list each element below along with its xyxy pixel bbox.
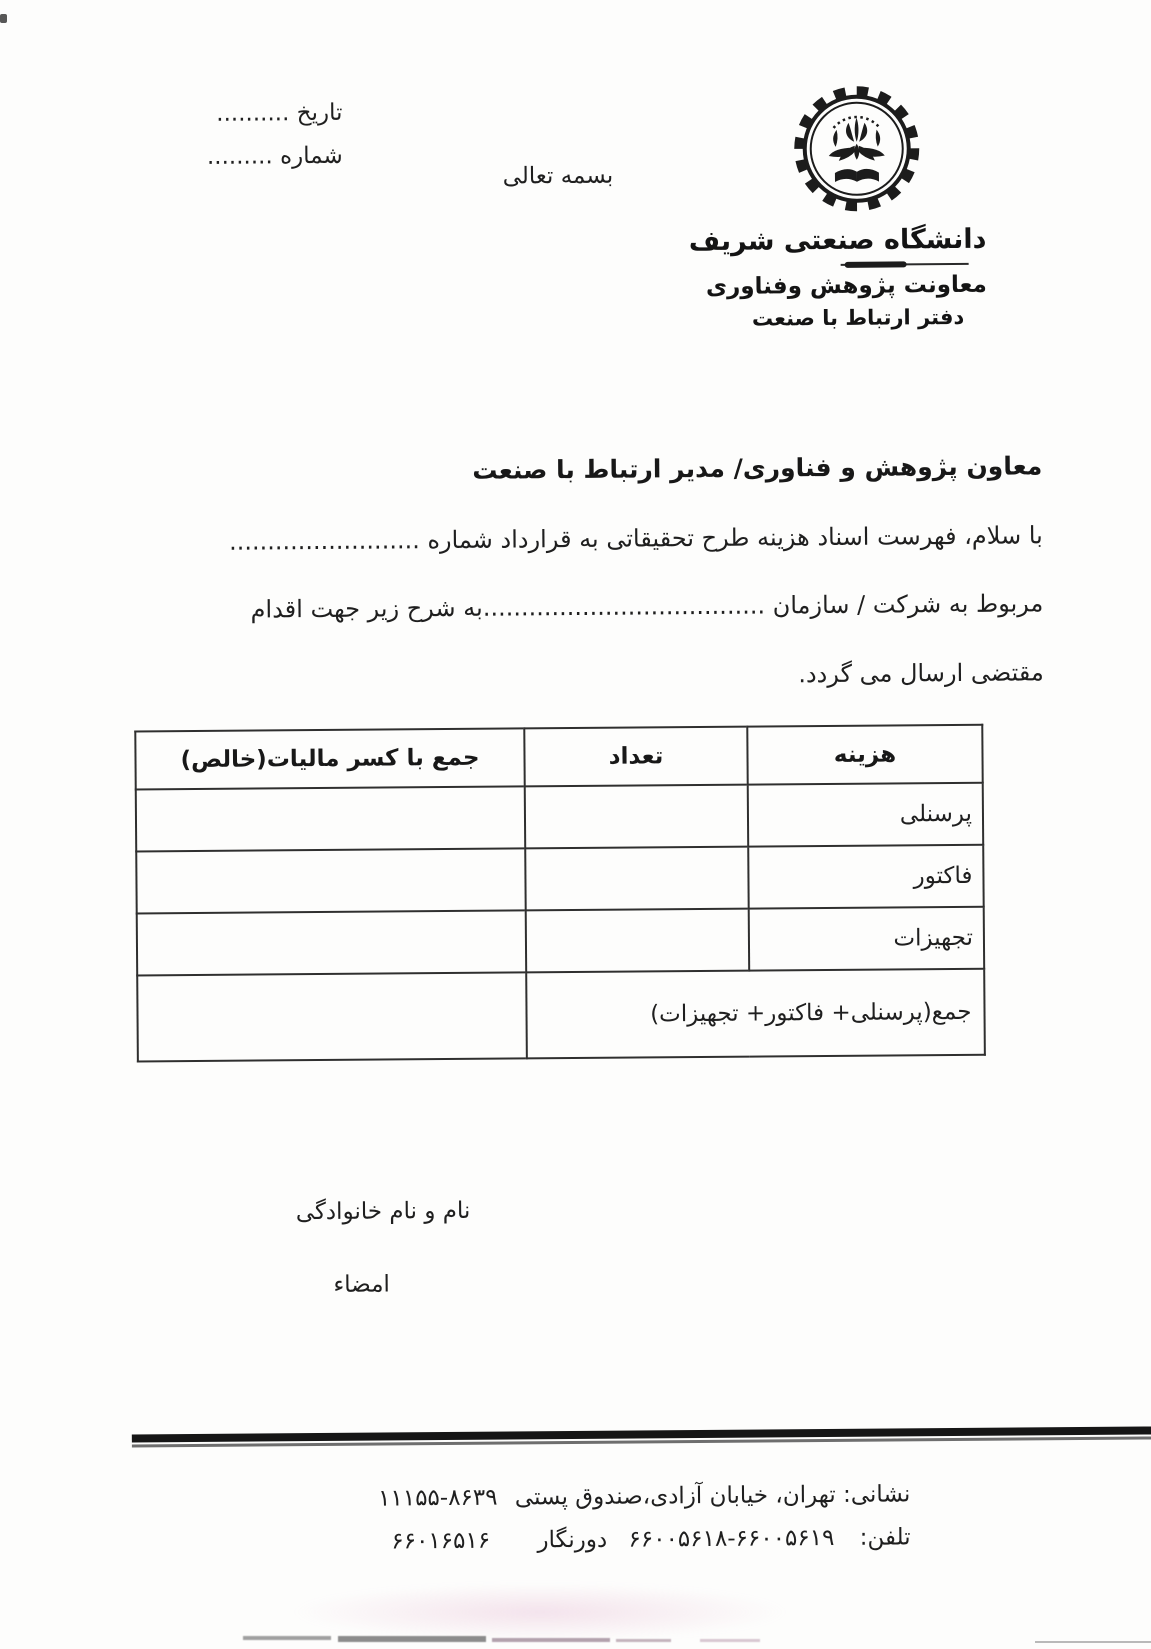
table-total-row bbox=[137, 969, 985, 1062]
col-header-expense: هزینه bbox=[747, 725, 982, 785]
invoice-net-cell-empty bbox=[136, 848, 525, 913]
table-row-personnel bbox=[136, 783, 983, 852]
phone-label: تلفن: bbox=[860, 1524, 911, 1550]
vice-presidency-name: معاونت پژوهش وفناوری bbox=[729, 272, 987, 300]
phone-line bbox=[391, 1524, 911, 1554]
cost-table bbox=[134, 724, 986, 1063]
date-line: تاریخ .......... bbox=[144, 92, 342, 137]
scan-artifact-mark bbox=[1035, 1641, 1151, 1643]
phone-numbers: ۶۶۰۰۵۶۱۸-۶۶۰۰۵۶۱۹ bbox=[628, 1525, 834, 1553]
body-line-1: با سلام، فهرست اسناد هزینه طرح تحقیقاتی به قرارداد شماره ......................... bbox=[229, 521, 1043, 555]
address-line bbox=[378, 1481, 910, 1511]
recipient-line: معاون پژوهش و فناوری/ مدیر ارتباط با صنعت bbox=[472, 451, 1042, 484]
fax-label: دورنگار bbox=[537, 1527, 607, 1554]
office-name: دفتر ارتباط با صنعت bbox=[729, 305, 987, 331]
postal-code: ۱۱۱۵۵-۸۶۳۹ bbox=[378, 1485, 498, 1512]
signature-label: امضاء bbox=[312, 1271, 412, 1298]
total-net-cell-empty bbox=[137, 972, 527, 1061]
sharif-gear-emblem-icon bbox=[789, 81, 924, 216]
row-label-personnel: پرسنلی bbox=[748, 783, 983, 847]
invoice-quantity-cell-empty bbox=[525, 847, 748, 911]
scan-artifact-smudge bbox=[290, 1583, 790, 1641]
number-line: شماره ......... bbox=[145, 135, 343, 180]
scan-artifact-mark bbox=[243, 1636, 331, 1640]
personnel-net-cell-empty bbox=[136, 786, 525, 851]
table-row-equipment bbox=[137, 907, 984, 976]
scan-artifact-mark bbox=[700, 1639, 760, 1642]
scan-artifact-corner bbox=[0, 14, 7, 23]
letterhead bbox=[727, 81, 987, 331]
university-name: دانشگاه صنعتی شریف bbox=[728, 224, 986, 257]
body-line-3: مقتضی ارسال می گردد. bbox=[798, 658, 1044, 688]
personnel-quantity-cell-empty bbox=[525, 785, 748, 849]
equipment-net-cell-empty bbox=[137, 910, 526, 975]
address-text: نشانی: تهران، خیابان آزادی،صندوق پستی bbox=[515, 1481, 911, 1510]
date-number-block bbox=[144, 92, 343, 180]
row-label-equipment: تجهیزات bbox=[749, 907, 984, 971]
letterhead-divider bbox=[729, 261, 987, 270]
scan-artifact-mark bbox=[492, 1638, 610, 1642]
row-label-invoice: فاکتور bbox=[748, 845, 983, 909]
total-row-label: جمع(پرسنلی+ فاکتور+ تجهیزات) bbox=[526, 969, 985, 1059]
fax-number: ۶۶۰۱۶۵۱۶ bbox=[391, 1528, 490, 1555]
university-logo bbox=[789, 81, 924, 216]
col-header-net-total: جمع با کسر مالیات(خالص) bbox=[135, 728, 524, 789]
besmellah-text: بسمه تعالی bbox=[483, 163, 633, 190]
signer-name-label: نام و نام خانوادگی bbox=[288, 1198, 478, 1225]
table-header-row bbox=[135, 725, 982, 790]
footer-divider bbox=[132, 1426, 1151, 1447]
col-header-quantity: تعداد bbox=[524, 727, 747, 787]
table-row-invoice bbox=[136, 845, 983, 914]
scan-artifact-mark bbox=[616, 1639, 671, 1642]
equipment-quantity-cell-empty bbox=[526, 909, 749, 973]
scan-artifact-mark bbox=[338, 1636, 486, 1642]
body-line-2: مربوط به شرکت / سازمان .....................................به شرح زیر جهت اقدام bbox=[251, 589, 1044, 623]
